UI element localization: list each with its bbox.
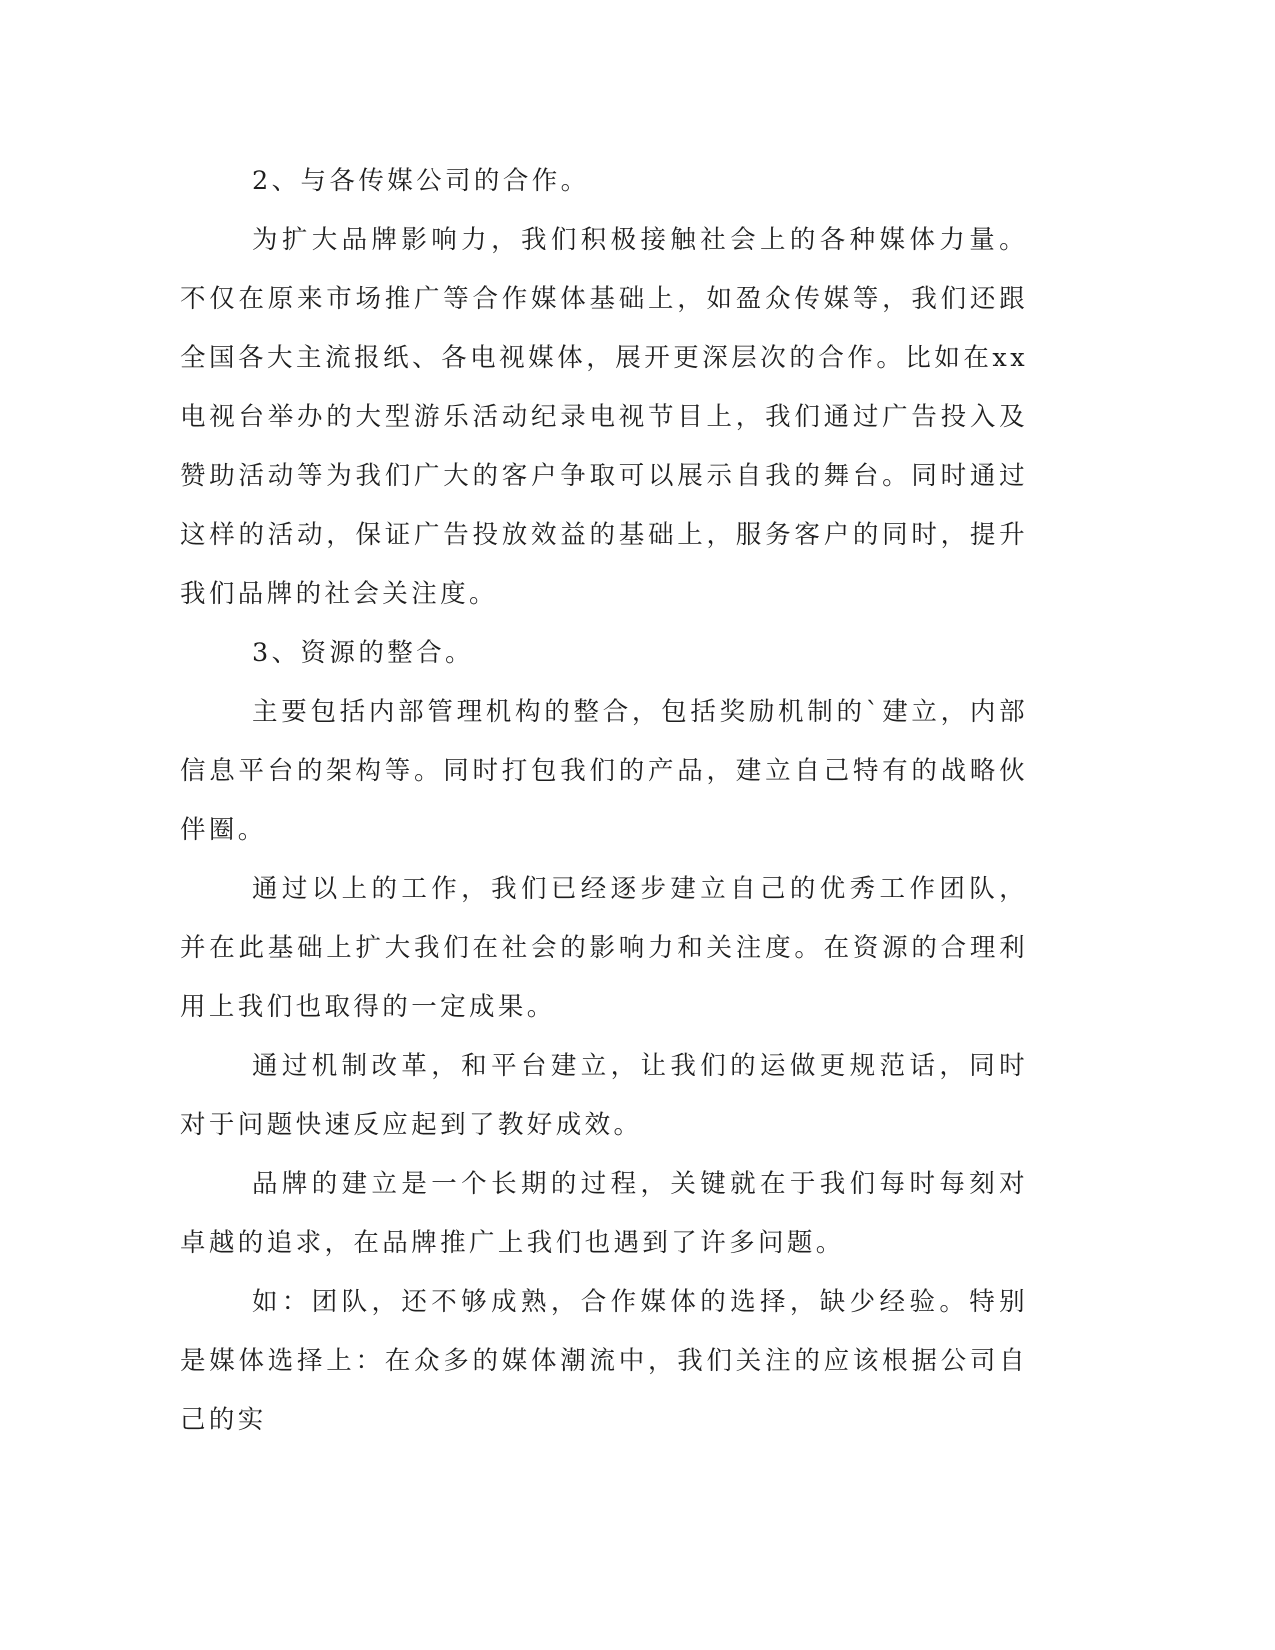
paragraph-internal-integration: 主要包括内部管理机构的整合，包括奖励机制的`建立，内部信息平台的架构等。同时打包我们的产品，建立自己特有的战略伙伴圈。 — [180, 697, 1028, 845]
paragraph-brand-process: 品牌的建立是一个长期的过程，关键就在于我们每时每刻对卓越的追求，在品牌推广上我们也遇到了许多问题。 — [180, 1169, 1028, 1258]
section-heading-resource-integration: 3、资源的整合。 — [252, 638, 474, 668]
paragraph-mechanism-reform: 通过机制改革，和平台建立，让我们的运做更规范话，同时对于问题快速反应起到了教好成效。 — [180, 1051, 1028, 1140]
document-body — [180, 152, 1028, 1450]
section-heading-media-cooperation: 2、与各传媒公司的合作。 — [252, 166, 590, 196]
paragraph-team-building: 通过以上的工作，我们已经逐步建立自己的优秀工作团队，并在此基础上扩大我们在社会的影响力和关注度。在资源的合理利用上我们也取得的一定成果。 — [180, 874, 1028, 1022]
paragraph-problems: 如：团队，还不够成熟，合作媒体的选择，缺少经验。特别是媒体选择上：在众多的媒体潮流中，我们关注的应该根据公司自己的实 — [180, 1287, 1028, 1435]
paragraph-brand-influence: 为扩大品牌影响力，我们积极接触社会上的各种媒体力量。不仅在原来市场推广等合作媒体基础上，如盈众传媒等，我们还跟全国各大主流报纸、各电视媒体，展开更深层次的合作。比如在xx电视台举办的大型游乐活动纪录电视节目上，我们通过广告投入及赞助活动等为我们广大的客户争取可以展示自我的舞台。同时通过这样的活动，保证广告投放效益的基础上，服务客户的同时，提升我们品牌的社会关注度。 — [180, 225, 1028, 609]
